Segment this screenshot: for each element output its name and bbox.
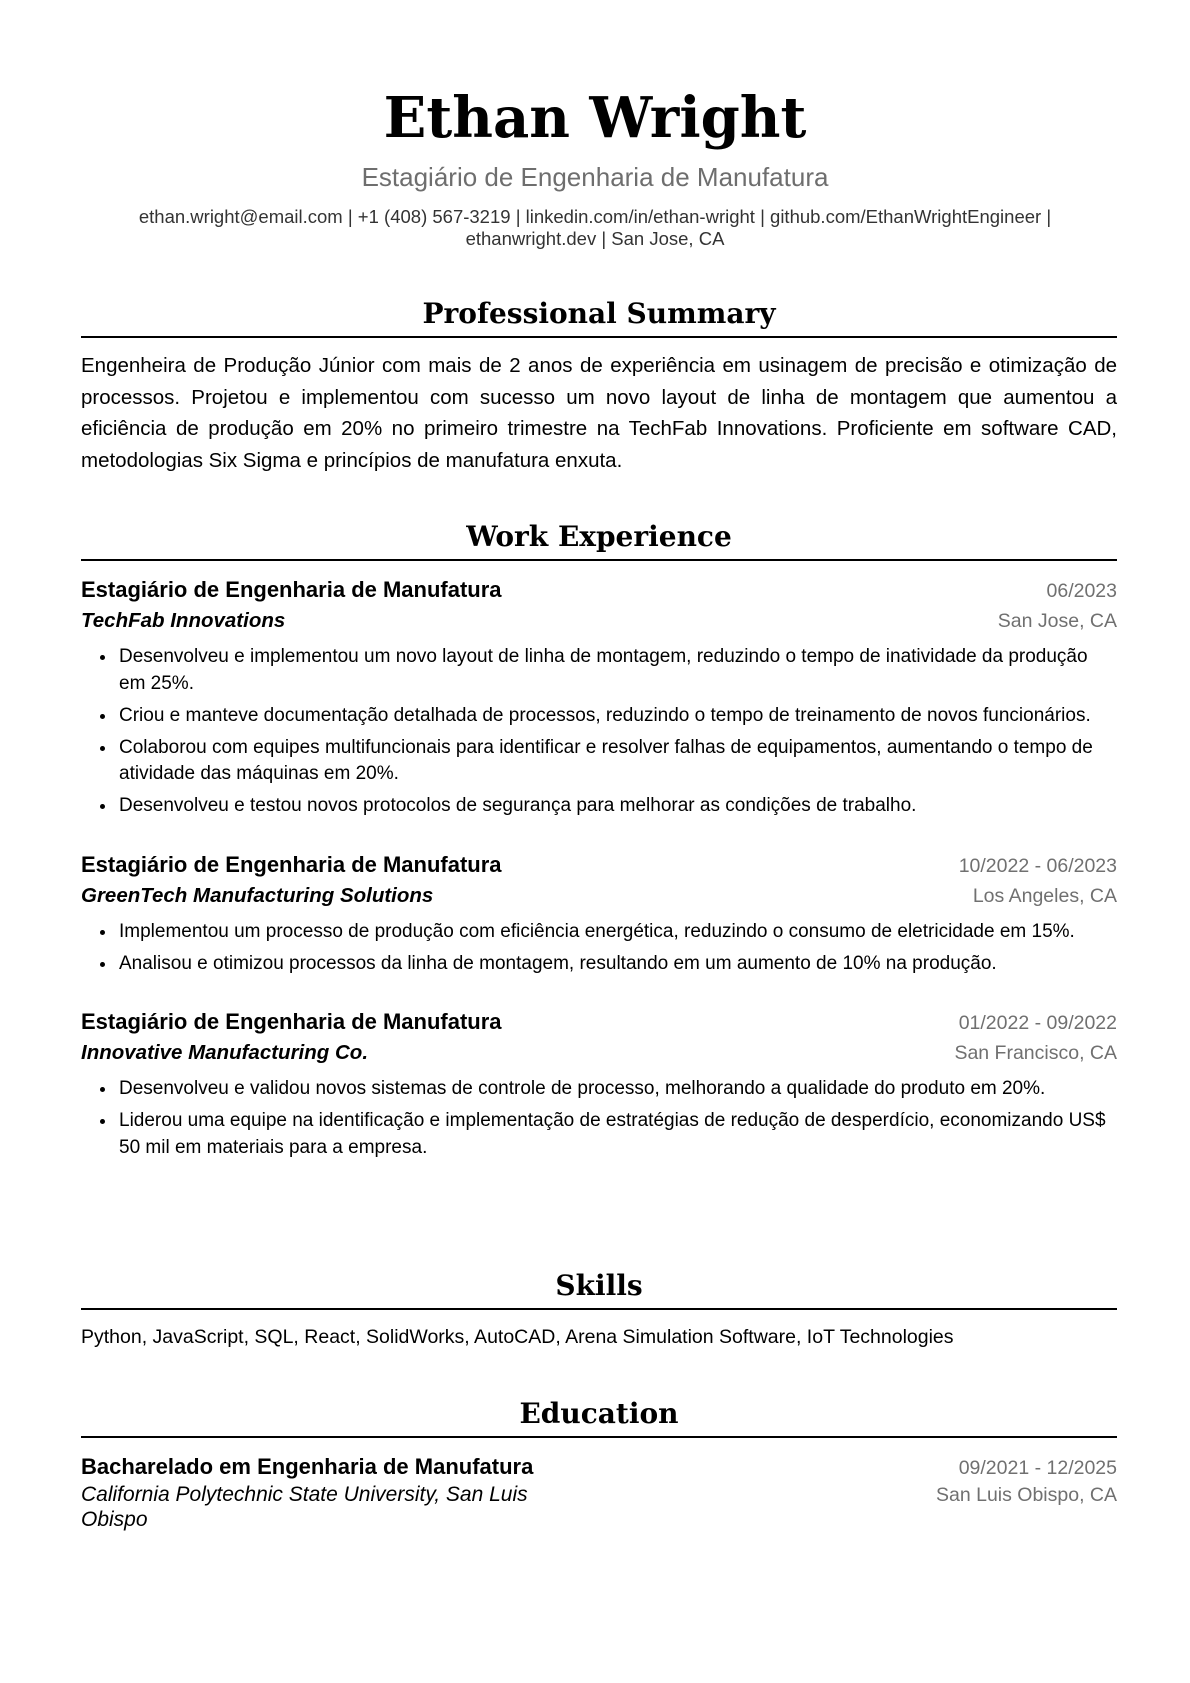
job-location: San Jose, CA — [997, 610, 1117, 632]
job-dates: 06/2023 — [1046, 580, 1117, 602]
job-location: Los Angeles, CA — [972, 884, 1117, 907]
bullet-item: • Desenvolveu e validou novos sistemas de controle de processo, melhorando a qualidade do produto em 20%. — [117, 1076, 1117, 1103]
company-name: TechFab Innovations — [81, 609, 286, 632]
education-section — [81, 1396, 1117, 1532]
section-heading: Professional Summary — [81, 296, 1117, 338]
bullet-item: • Liderou uma equipe na identificação e implementação de estratégias de redução de desperdício, economizando US$ 50 mil em materiais para a empresa. — [117, 1108, 1117, 1161]
degree-title: Bacharelado em Engenharia de Manufatura — [81, 1454, 534, 1479]
education-location: San Luis Obispo, CA — [935, 1484, 1117, 1506]
job-entry — [81, 575, 1117, 820]
contact-info: ethan.wright@email.com | +1 (408) 567-3219 | linkedin.com/in/ethan-wright | github.com/EthanWrightEngineer | ethanwright.dev | San Jose, CA — [138, 206, 1052, 249]
education-entry — [81, 1452, 1117, 1532]
job-bullets — [81, 919, 1117, 978]
bullet-item: • Colaborou com equipes multifuncionais para identificar e resolver falhas de equipamentos, aumentando o tempo de atividade das máquinas em 20%. — [117, 735, 1117, 788]
bullet-item: • Analisou e otimizou processos da linha de montagem, resultando em um aumento de 10% na produção. — [117, 951, 1117, 978]
candidate-name: Ethan Wright — [383, 85, 807, 151]
education-dates: 09/2021 - 12/2025 — [958, 1457, 1117, 1479]
skills-list: Python, JavaScript, SQL, React, SolidWorks, AutoCAD, Arena Simulation Software, IoT Technologies — [81, 1326, 954, 1348]
school-name: California Polytechnic State University, San Luis Obispo — [81, 1483, 528, 1531]
job-dates: 10/2022 - 06/2023 — [958, 854, 1117, 877]
job-entry — [81, 850, 1117, 978]
section-heading: Skills — [81, 1268, 1117, 1310]
bullet-item: • Implementou um processo de produção com eficiência energética, reduzindo o consumo de eletricidade em 15%. — [117, 919, 1117, 946]
company-name: Innovative Manufacturing Co. — [81, 1041, 369, 1064]
bullet-item: • Desenvolveu e testou novos protocolos de segurança para melhorar as condições de trabalho. — [117, 793, 1117, 820]
job-title: Estagiário de Engenharia de Manufatura — [81, 1009, 502, 1034]
candidate-title: Estagiário de Engenharia de Manufatura — [361, 162, 829, 192]
resume-header — [0, 82, 1190, 250]
job-location: San Francisco, CA — [954, 1042, 1117, 1064]
job-entry — [81, 1007, 1117, 1161]
job-dates: 01/2022 - 09/2022 — [958, 1012, 1117, 1034]
professional-summary-section — [81, 296, 1117, 476]
section-heading: Work Experience — [81, 519, 1117, 561]
bullet-item: • Desenvolveu e implementou um novo layout de linha de montagem, reduzindo o tempo de inatividade da produção em 25%. — [117, 644, 1117, 697]
bullet-item: • Criou e manteve documentação detalhada de processos, reduzindo o tempo de treinamento de novos funcionários. — [117, 703, 1117, 730]
summary-text: Engenheira de Produção Júnior com mais de 2 anos de experiência em usinagem de precisão e otimização de processos. Projetou e implementou com sucesso um novo layout de linha de montagem que aumentou a eficiência de produção em 20% no primeiro trimestre na TechFab Innovations. Proficiente em software CAD, metodologias Six Sigma e princípios de manufatura enxuta. — [81, 354, 1117, 472]
job-bullets — [81, 644, 1117, 820]
job-title: Estagiário de Engenharia de Manufatura — [81, 851, 502, 877]
job-title: Estagiário de Engenharia de Manufatura — [81, 577, 502, 602]
section-heading: Education — [81, 1396, 1117, 1438]
skills-section — [81, 1268, 1117, 1350]
company-name: GreenTech Manufacturing Solutions — [81, 883, 434, 907]
work-experience-section — [81, 519, 1117, 1167]
job-bullets — [81, 1076, 1117, 1161]
